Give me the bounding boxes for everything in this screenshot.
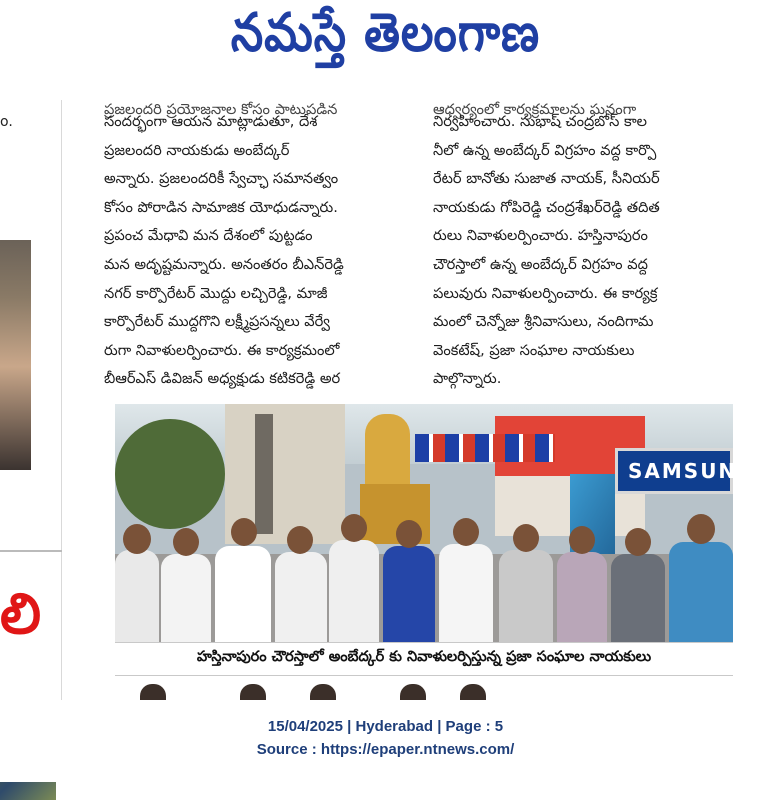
article-line: నాయకుడు గోపిరెడ్డి చంద్రశేఖర్‌రెడ్డి తదిత [433, 198, 660, 216]
article-line: నీలో ఉన్న అంబేద్కర్ విగ్రహం వద్ద కార్పొ [433, 141, 657, 159]
photo-person [215, 546, 271, 642]
photo-person-head [173, 528, 199, 556]
photo-tree [115, 419, 225, 529]
next-photo-cropped [130, 678, 600, 700]
photo-person-head [231, 518, 257, 546]
article-line: నగర్ కార్పొరేటర్ మొద్దు లచ్చిరెడ్డి, మాజీ [104, 284, 328, 302]
source-link[interactable]: Source : https://epaper.ntnews.com/ [256, 741, 515, 758]
photo-person [383, 546, 435, 642]
photo-person [115, 550, 159, 642]
article-line: కార్పొరేటర్ ముద్దగొని లక్ష్మీప్రసన్నలు వేర్వే [104, 313, 330, 331]
photo-person [439, 544, 493, 642]
left-adjacent-column [0, 100, 62, 700]
photo-person-head [625, 528, 651, 556]
page-footer [0, 700, 771, 782]
article-line: మన అదృష్టమన్నారు. అనంతరం బీఎన్‌రెడ్డి [104, 255, 344, 273]
photo-person [557, 552, 607, 642]
store-sign-text: SAMSUNG [628, 459, 756, 483]
newspaper-title: నమస్తే తెలంగాణ [230, 1, 541, 64]
article-line: రుగా నివాళులర్పించారు. ఈ కార్యక్రమంలో [104, 341, 340, 359]
column-divider [0, 550, 62, 552]
photo-person-head [687, 514, 715, 544]
photo-person [329, 540, 379, 642]
masthead [0, 0, 771, 78]
article-line: పలువురు నివాళులర్పించారు. ఈ కార్యక్ర [433, 284, 658, 302]
article-line: అన్నారు. ప్రజలందరికీ స్వేచ్ఛా సమానత్వం [104, 170, 339, 188]
photo-person [499, 550, 553, 642]
photo-pole [255, 414, 273, 534]
article-line: కోసం పోరాడిన సామాజిక యోధుడన్నారు. [104, 198, 338, 216]
article-line: నిర్వహించారు. సుభాష్ చంద్రబోస్ కాల [433, 113, 648, 130]
photo-person [669, 542, 733, 642]
article-body [104, 96, 740, 386]
photo-person-head [341, 514, 367, 542]
photo-caption: హస్తినాపురం చౌరస్తాలో అంబేద్కర్ కు నివాళులర్పిస్తున్న ప్రజా సంఘాల నాయకులు [115, 642, 733, 676]
article-line: పాల్గొన్నారు. [433, 370, 502, 388]
photo-store-sign [615, 448, 756, 494]
article-line-partial: ఆధ్వర్యంలో కార్యక్రమాలను ఘనంగా [433, 101, 637, 118]
article-line: రులు నివాళులర్పించారు. హస్తినాపురం [433, 227, 648, 245]
photo-person-head [513, 524, 539, 552]
photo-person-head [287, 526, 313, 554]
photo-person-head [396, 520, 422, 548]
photo-person-head [123, 524, 151, 554]
adjacent-headline-fragment: లి [0, 582, 42, 647]
article-column-2 [433, 96, 740, 386]
photo-person-head [453, 518, 479, 546]
article-line: బీఆర్‌ఎస్ డివిజన్ అధ్యక్షుడు కటికరెడ్డి అర [104, 370, 341, 388]
article-line: మంలో చెన్నోజు శ్రీనివాసులు, నందిగామ [433, 313, 654, 331]
photo-person [611, 554, 665, 642]
article-line: చౌరస్తాలో ఉన్న అంబేద్కర్ విగ్రహం వద్ద [433, 255, 648, 273]
adjacent-text-snippet: o. [0, 114, 13, 130]
article-line: సందర్భంగా ఆయన మాట్లాడుతూ, దేశ [104, 113, 318, 130]
photo-statue [365, 414, 410, 494]
photo-person [275, 552, 327, 642]
news-photo [115, 404, 756, 642]
article-line: వెంకటేష్, ప్రజా సంఘాల నాయకులు [433, 341, 635, 359]
photo-person [161, 554, 211, 642]
adjacent-photo [0, 240, 31, 470]
article-line: ప్రపంచ మేధావి మన దేశంలో పుట్టడం [104, 227, 313, 245]
photo-flag-bunting [415, 434, 555, 462]
edition-info: 15/04/2025 | Hyderabad | Page : 5 [267, 718, 504, 735]
article-line-partial: ప్రజలందరి ప్రయోజనాల కోసం పాటుపడిన [104, 101, 338, 118]
article-line: రేటర్ బానోతు సుజాత నాయక్, సీనియర్ [433, 170, 660, 188]
article-column-1 [104, 96, 411, 386]
photo-person-head [569, 526, 595, 554]
article-line: ప్రజలందరి నాయకుడు అంబేద్కర్ [104, 141, 290, 159]
photo-crowd [115, 524, 733, 642]
